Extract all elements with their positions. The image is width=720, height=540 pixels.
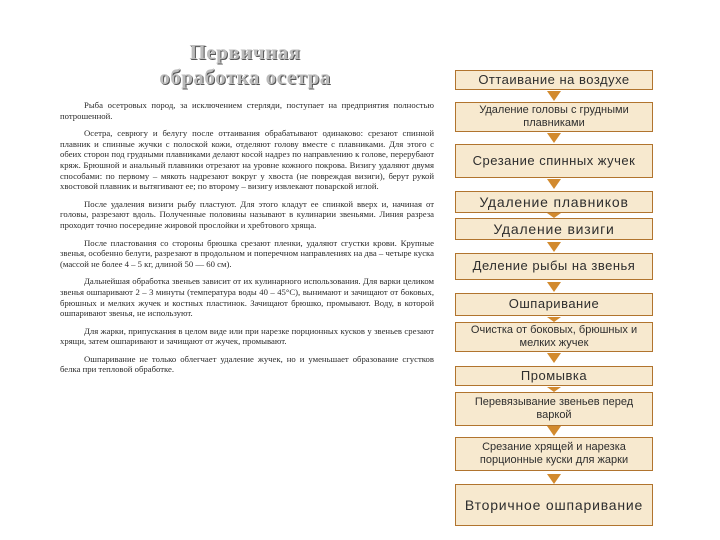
- flow-step: Оттаивание на воздухе: [455, 70, 653, 90]
- paragraph: Рыба осетровых пород, за исключением стерляди, поступает на предприятия полностью потрошенной.: [60, 100, 434, 121]
- flow-step: Срезание спинных жучек: [455, 144, 653, 178]
- paragraph: Осетра, севрюгу и белугу после оттаивания обрабатывают одинаково: срезают спинной плавник и спинные жучки с полоской кожи, отделяют голову вместе с плавниками. Для этого с обеих сторон под грудными плавниками делают косой надрез по направлению к голове, перерубают кряж. Брюшной и анальный плавники отрезают на уровне кожного покрова. Визигу удаляют двумя способами: по первому – мякоть надрезают вокруг у хвоста (не повреждая визиги), берут рукой хвостовой плавник и вытягивают ее; по второму – визигу извлекают поварской иглой.: [60, 128, 434, 192]
- down-arrow-icon: [547, 242, 561, 252]
- down-arrow-icon: [547, 133, 561, 143]
- down-arrow-icon: [547, 474, 561, 484]
- down-arrow-icon: [547, 353, 561, 363]
- flow-step: Перевязывание звеньев перед варкой: [455, 392, 653, 426]
- flow-step: Промывка: [455, 366, 653, 386]
- flow-step: Удаление плавников: [455, 191, 653, 213]
- page-title: [150, 40, 340, 90]
- flow-step: Удаление головы с грудными плавниками: [455, 102, 653, 132]
- flow-step: Срезание хрящей и нарезка порционные куски для жарки: [455, 437, 653, 471]
- flow-step: Деление рыбы на звенья: [455, 253, 653, 280]
- paragraph: После пластования со стороны брюшка срезают пленки, удаляют сгустки крови. Крупные звенья, особенно белуги, разрезают в продольном и поперечном направлениях на два – четыре куска (массой не более 4 – 5 кг, длиной 50 — 60 см).: [60, 237, 434, 269]
- title-line-2: обработка осетра: [159, 65, 331, 89]
- down-arrow-icon: [547, 282, 561, 292]
- flow-step: Ошпаривание: [455, 293, 653, 316]
- paragraph: Дальнейшая обработка звеньев зависит от их кулинарного использования. Для варки целиком звенья ошпаривают 2 – 3 минуты (температура воды 40 – 45°С), вынимают и зачищают от боковых, брюшных и мелких жучек и костных пластинок. Зачищают брюшко, промывают. Воду, в которой ошпаривают звенья, не используют.: [60, 276, 434, 319]
- flow-step: Очистка от боковых, брюшных и мелких жучек: [455, 322, 653, 352]
- body-text: [60, 100, 434, 382]
- flow-step-final: Вторичное ошпаривание: [455, 484, 653, 526]
- paragraph: Ошпаривание не только облегчает удаление жучек, но и уменьшает образование сгустков белка при тепловой обработке.: [60, 353, 434, 375]
- down-arrow-icon: [547, 91, 561, 101]
- title-line-1: Первичная: [189, 40, 301, 64]
- down-arrow-icon: [547, 426, 561, 436]
- flow-step: Удаление визиги: [455, 218, 653, 240]
- paragraph: Для жарки, припускания в целом виде или при нарезке порционных кусков у звеньев срезают хрящи, затем ошпаривают и зачищают от жучек, промывают.: [60, 325, 434, 347]
- paragraph: После удаления визиги рыбу пластуют. Для этого кладут ее спинкой вверх и, начиная от головы, разрезают вдоль. Полученные половины называют в кулинарии звеньями. Линия разреза проходит точно посередине жировой прослойки и хребтового хряща.: [60, 198, 434, 230]
- down-arrow-icon: [547, 179, 561, 189]
